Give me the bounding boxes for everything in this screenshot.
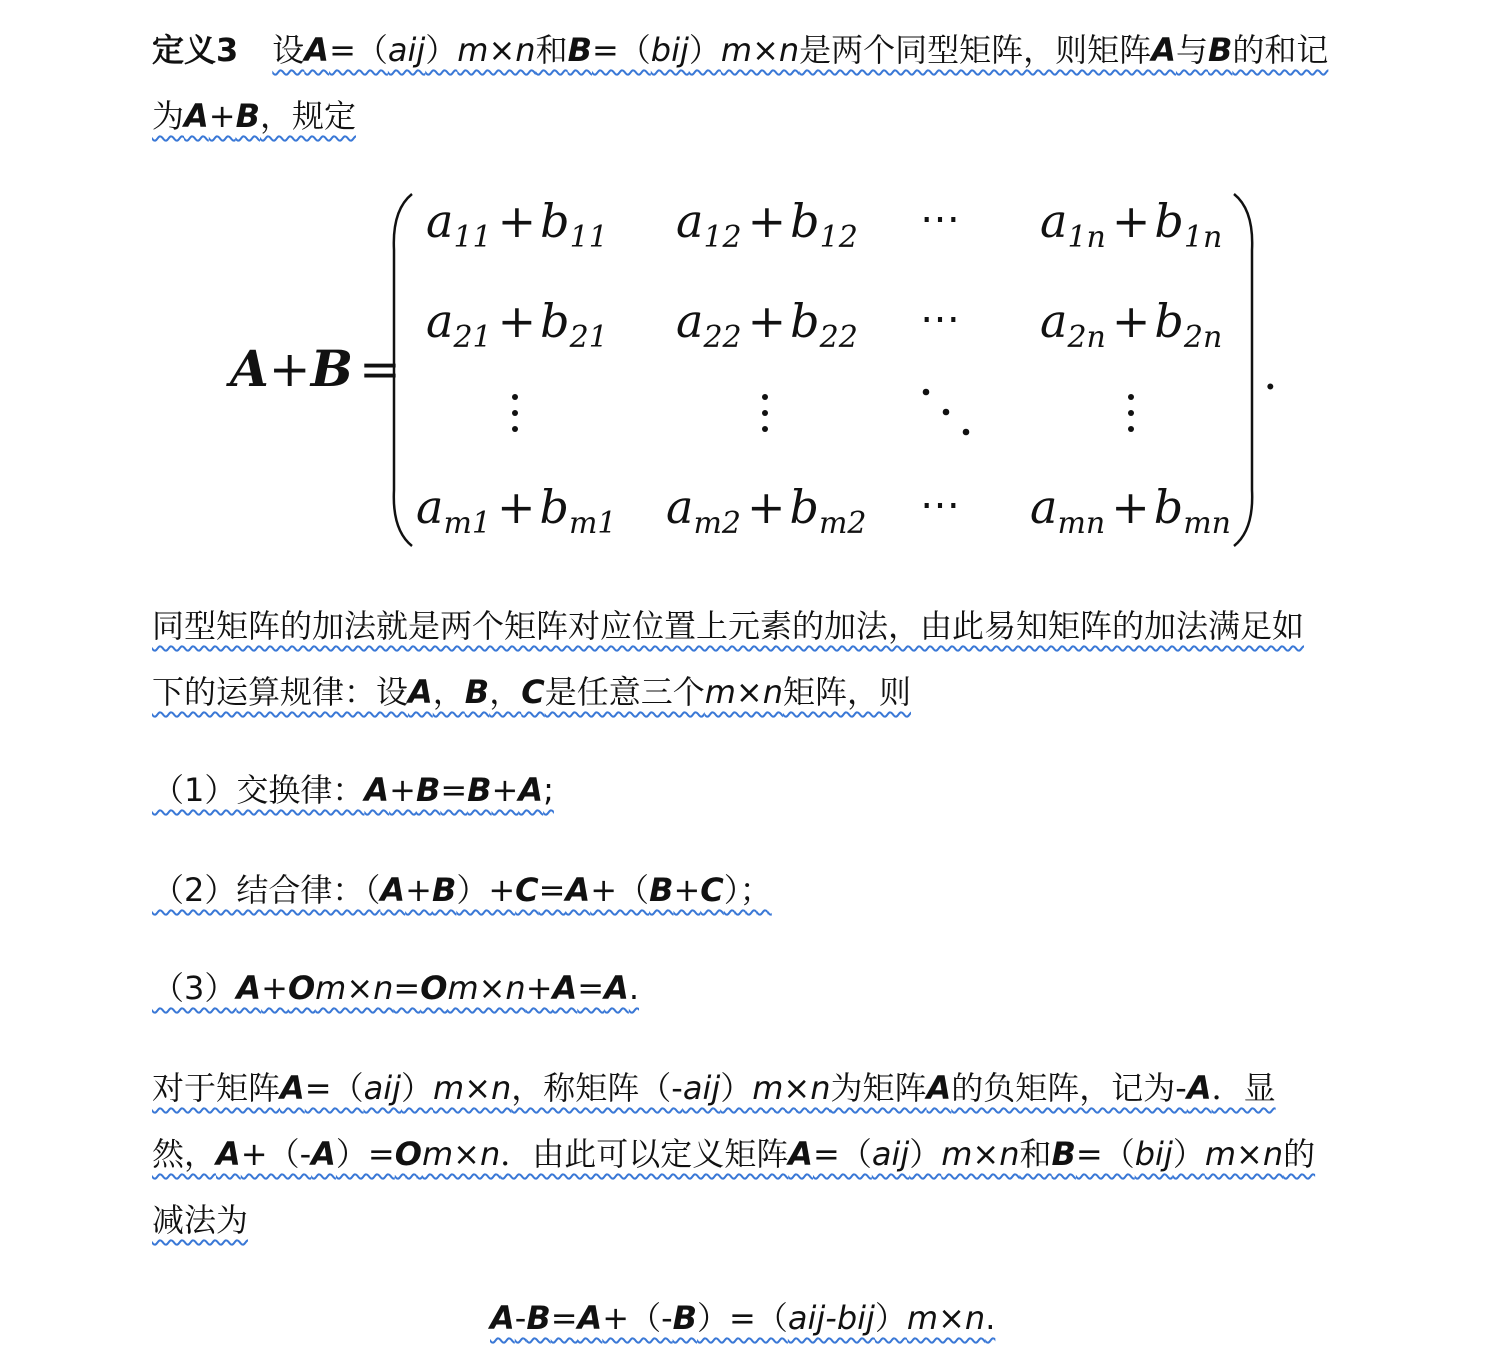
matrix-right-paren [1230,190,1260,550]
t: B [526,1299,551,1337]
t: 21 [569,320,608,355]
hdots: ⋯ [920,296,960,342]
t: ） [874,1299,907,1337]
t: B [649,871,674,909]
t: =（ [304,1069,364,1107]
t: + [1111,194,1151,248]
t: 是任意三个 [544,673,705,711]
t: ，称矩阵（- [511,1069,683,1107]
t: + [673,871,701,909]
paragraph-1-line-1 [152,606,1304,646]
t: A [311,1135,336,1173]
t: m×n [704,673,783,711]
t: + [747,194,787,248]
matrix-a: A [184,97,209,135]
t: =（ [329,31,388,69]
t: ） [688,31,721,69]
t: A [490,1299,515,1337]
t: + [389,771,416,809]
t: aij [871,1135,910,1173]
t: ） [425,31,458,69]
matrix-cell-1-1 [426,194,608,255]
t: aij [387,31,426,69]
t: b [1154,194,1184,248]
t: ）=（ [697,1299,788,1337]
t: 的和记 [1232,31,1329,69]
t: A [364,771,390,809]
t: = [577,969,605,1007]
matrix-cell-2-2 [676,294,858,355]
t: ）= [335,1135,395,1173]
matrix-a: A [1151,31,1176,69]
t: + [1111,294,1151,348]
definition-label: 定义3 [152,31,239,69]
t: 21 [453,320,492,355]
formula-text [490,1299,995,1337]
t: m1 [568,506,617,541]
t: b [540,194,570,248]
t: = [550,1299,578,1337]
t: A [552,969,578,1007]
t: m×n [720,31,800,69]
ddots [920,386,980,442]
t: A [408,673,433,711]
paragraph-1-line-2 [152,672,911,712]
t: + [497,294,537,348]
t: （2）结合律：（ [152,871,381,909]
t: 1n [1183,220,1223,255]
t: （3） [152,969,237,1007]
t: = [393,969,421,1007]
t: 然， [152,1135,217,1173]
t: ） [720,1069,753,1107]
t: 的 [1283,1135,1316,1173]
t: a [426,294,454,348]
matrix-cell-1-2 [676,194,858,255]
matrix-lhs [230,339,401,398]
t: b [540,294,570,348]
t: mn [1057,506,1106,541]
t: a [1030,480,1058,534]
t: 2n [1183,320,1223,355]
t: m×n [941,1135,1020,1173]
t: ; [543,771,554,809]
t: + [497,194,537,248]
t: + [491,771,519,809]
t: 的负矩阵，记为- [951,1069,1187,1107]
vdots [1128,394,1136,442]
t: A [604,969,629,1007]
t: =（ [813,1135,872,1173]
t: ）； [723,871,772,909]
t: a [1040,194,1068,248]
t: 下的运算规律：设 [152,673,409,711]
law-associative [152,870,772,910]
matrix-b: B [235,97,260,135]
lhs-b: B [310,339,353,398]
t: a [666,480,694,534]
matrix-equation [0,0,1500,560]
lhs-equals: = [358,340,401,398]
t: ．显 [1211,1069,1276,1107]
t: =（ [1075,1135,1135,1173]
matrix-b: B [1207,31,1233,69]
t: A [926,1069,952,1107]
t: + [747,294,787,348]
law-text [152,969,639,1007]
t: 和 [535,31,568,69]
t: = [538,871,566,909]
t: +（- [602,1299,673,1337]
t: + [746,480,786,534]
paragraph-text: 同型矩阵的加法就是两个矩阵对应位置上元素的加法，由此易知矩阵的加法满足如 [152,607,1305,645]
t: A [280,1069,305,1107]
t: 设 [272,31,305,69]
t: m×n [1204,1135,1284,1173]
t: B [1051,1135,1076,1173]
matrix-period: . [1263,346,1278,400]
t: ） [401,1069,434,1107]
t: 对于矩阵 [152,1069,281,1107]
t: ，规定 [259,97,356,135]
vdots [762,394,770,442]
t: A [565,871,591,909]
paragraph-text [152,673,911,711]
vdots [512,394,520,442]
hdots: ⋯ [920,482,960,528]
t: bij [650,31,689,69]
t: ， [489,673,522,711]
t: B [431,871,457,909]
t: m×n [752,1069,831,1107]
paragraph-text [152,1135,1315,1173]
t: 12 [819,220,858,255]
t: B [672,1299,698,1337]
t: C [515,871,539,909]
t: a [416,480,444,534]
t: B [467,771,492,809]
t: b [1154,294,1184,348]
t: 为矩阵 [830,1069,927,1107]
t: 22 [703,320,742,355]
t: b [789,480,819,534]
t: b [539,480,569,534]
t: m×n [315,969,394,1007]
t: B [415,771,441,809]
t: bij [1134,1135,1173,1173]
matrix-cell-2-n [1040,294,1223,355]
t: = [440,771,468,809]
t: 22 [819,320,858,355]
t: + [1111,480,1150,534]
t: + [405,871,432,909]
paragraph-2-line-1 [152,1068,1276,1108]
t: O [420,969,448,1007]
lhs-a: A [230,339,269,398]
t: 和 [1019,1135,1052,1173]
t: b [790,294,820,348]
t: . [985,1299,996,1337]
t: + [261,969,288,1007]
t: 为 [152,97,185,135]
law-text [152,871,772,909]
hdots: ⋯ [920,196,960,242]
t: ， [432,673,465,711]
t: . [628,969,640,1007]
t: A [518,771,544,809]
t: a [676,294,704,348]
matrix-cell-1-n [1040,194,1223,255]
t: +（ [590,871,650,909]
t: A [216,1135,241,1173]
t: 是两个同型矩阵，则矩阵 [799,31,1152,69]
t: A [1186,1069,1212,1107]
t: A [788,1135,813,1173]
matrix-left-paren [386,190,416,550]
t: m×n [421,1135,501,1173]
t: aij [682,1069,721,1107]
t: aij [363,1069,401,1107]
t: aij-bij [787,1299,875,1337]
t: m×n [433,1069,512,1107]
t: a [1040,294,1068,348]
t: + [525,969,553,1007]
t: （1）交换律： [152,771,365,809]
matrix-cell-m-1 [416,480,617,541]
matrix-a: A [304,31,330,69]
t: 矩阵，则 [782,673,911,711]
t: mn [1183,506,1231,541]
t: a [676,194,704,248]
t: + [496,480,536,534]
t: m×n [447,969,526,1007]
t: 11 [453,220,492,255]
t: m2 [693,506,741,541]
t: 与 [1175,31,1208,69]
t: 11 [569,220,608,255]
law-zero-matrix [152,968,639,1008]
t: m×n [906,1299,986,1337]
t: =（ [591,31,651,69]
paragraph-2-line-3 [152,1200,248,1240]
law-commutative [152,770,554,810]
t: + [208,97,236,135]
t: ） [1172,1135,1205,1173]
t: A [236,969,262,1007]
matrix-cell-2-1 [426,294,608,355]
paragraph-text: 减法为 [152,1201,249,1239]
t: m2 [818,506,867,541]
t: O [394,1135,422,1173]
paragraph-2-line-2 [152,1134,1315,1174]
t: C [700,871,724,909]
t: +（- [240,1135,312,1173]
subtraction-formula [490,1298,995,1338]
t: m1 [443,506,491,541]
t: b [790,194,820,248]
t: - [514,1299,527,1337]
t: m×n [457,31,536,69]
matrix-cell-m-n [1030,480,1231,541]
matrix-cell-m-2 [666,480,867,541]
t: A [577,1299,603,1337]
t: C [521,673,545,711]
t: 12 [703,220,742,255]
t: ）+ [456,871,516,909]
t: a [426,194,454,248]
paragraph-text [152,1069,1276,1107]
lhs-plus: + [268,340,311,398]
law-text [152,771,554,809]
t: ） [909,1135,942,1173]
t: 2n [1067,320,1106,355]
t: 1n [1067,220,1106,255]
t: O [287,969,316,1007]
matrix-b: B [567,31,592,69]
t: A [380,871,406,909]
t: ．由此可以定义矩阵 [500,1135,789,1173]
t: b [1153,480,1184,534]
t: B [464,673,490,711]
